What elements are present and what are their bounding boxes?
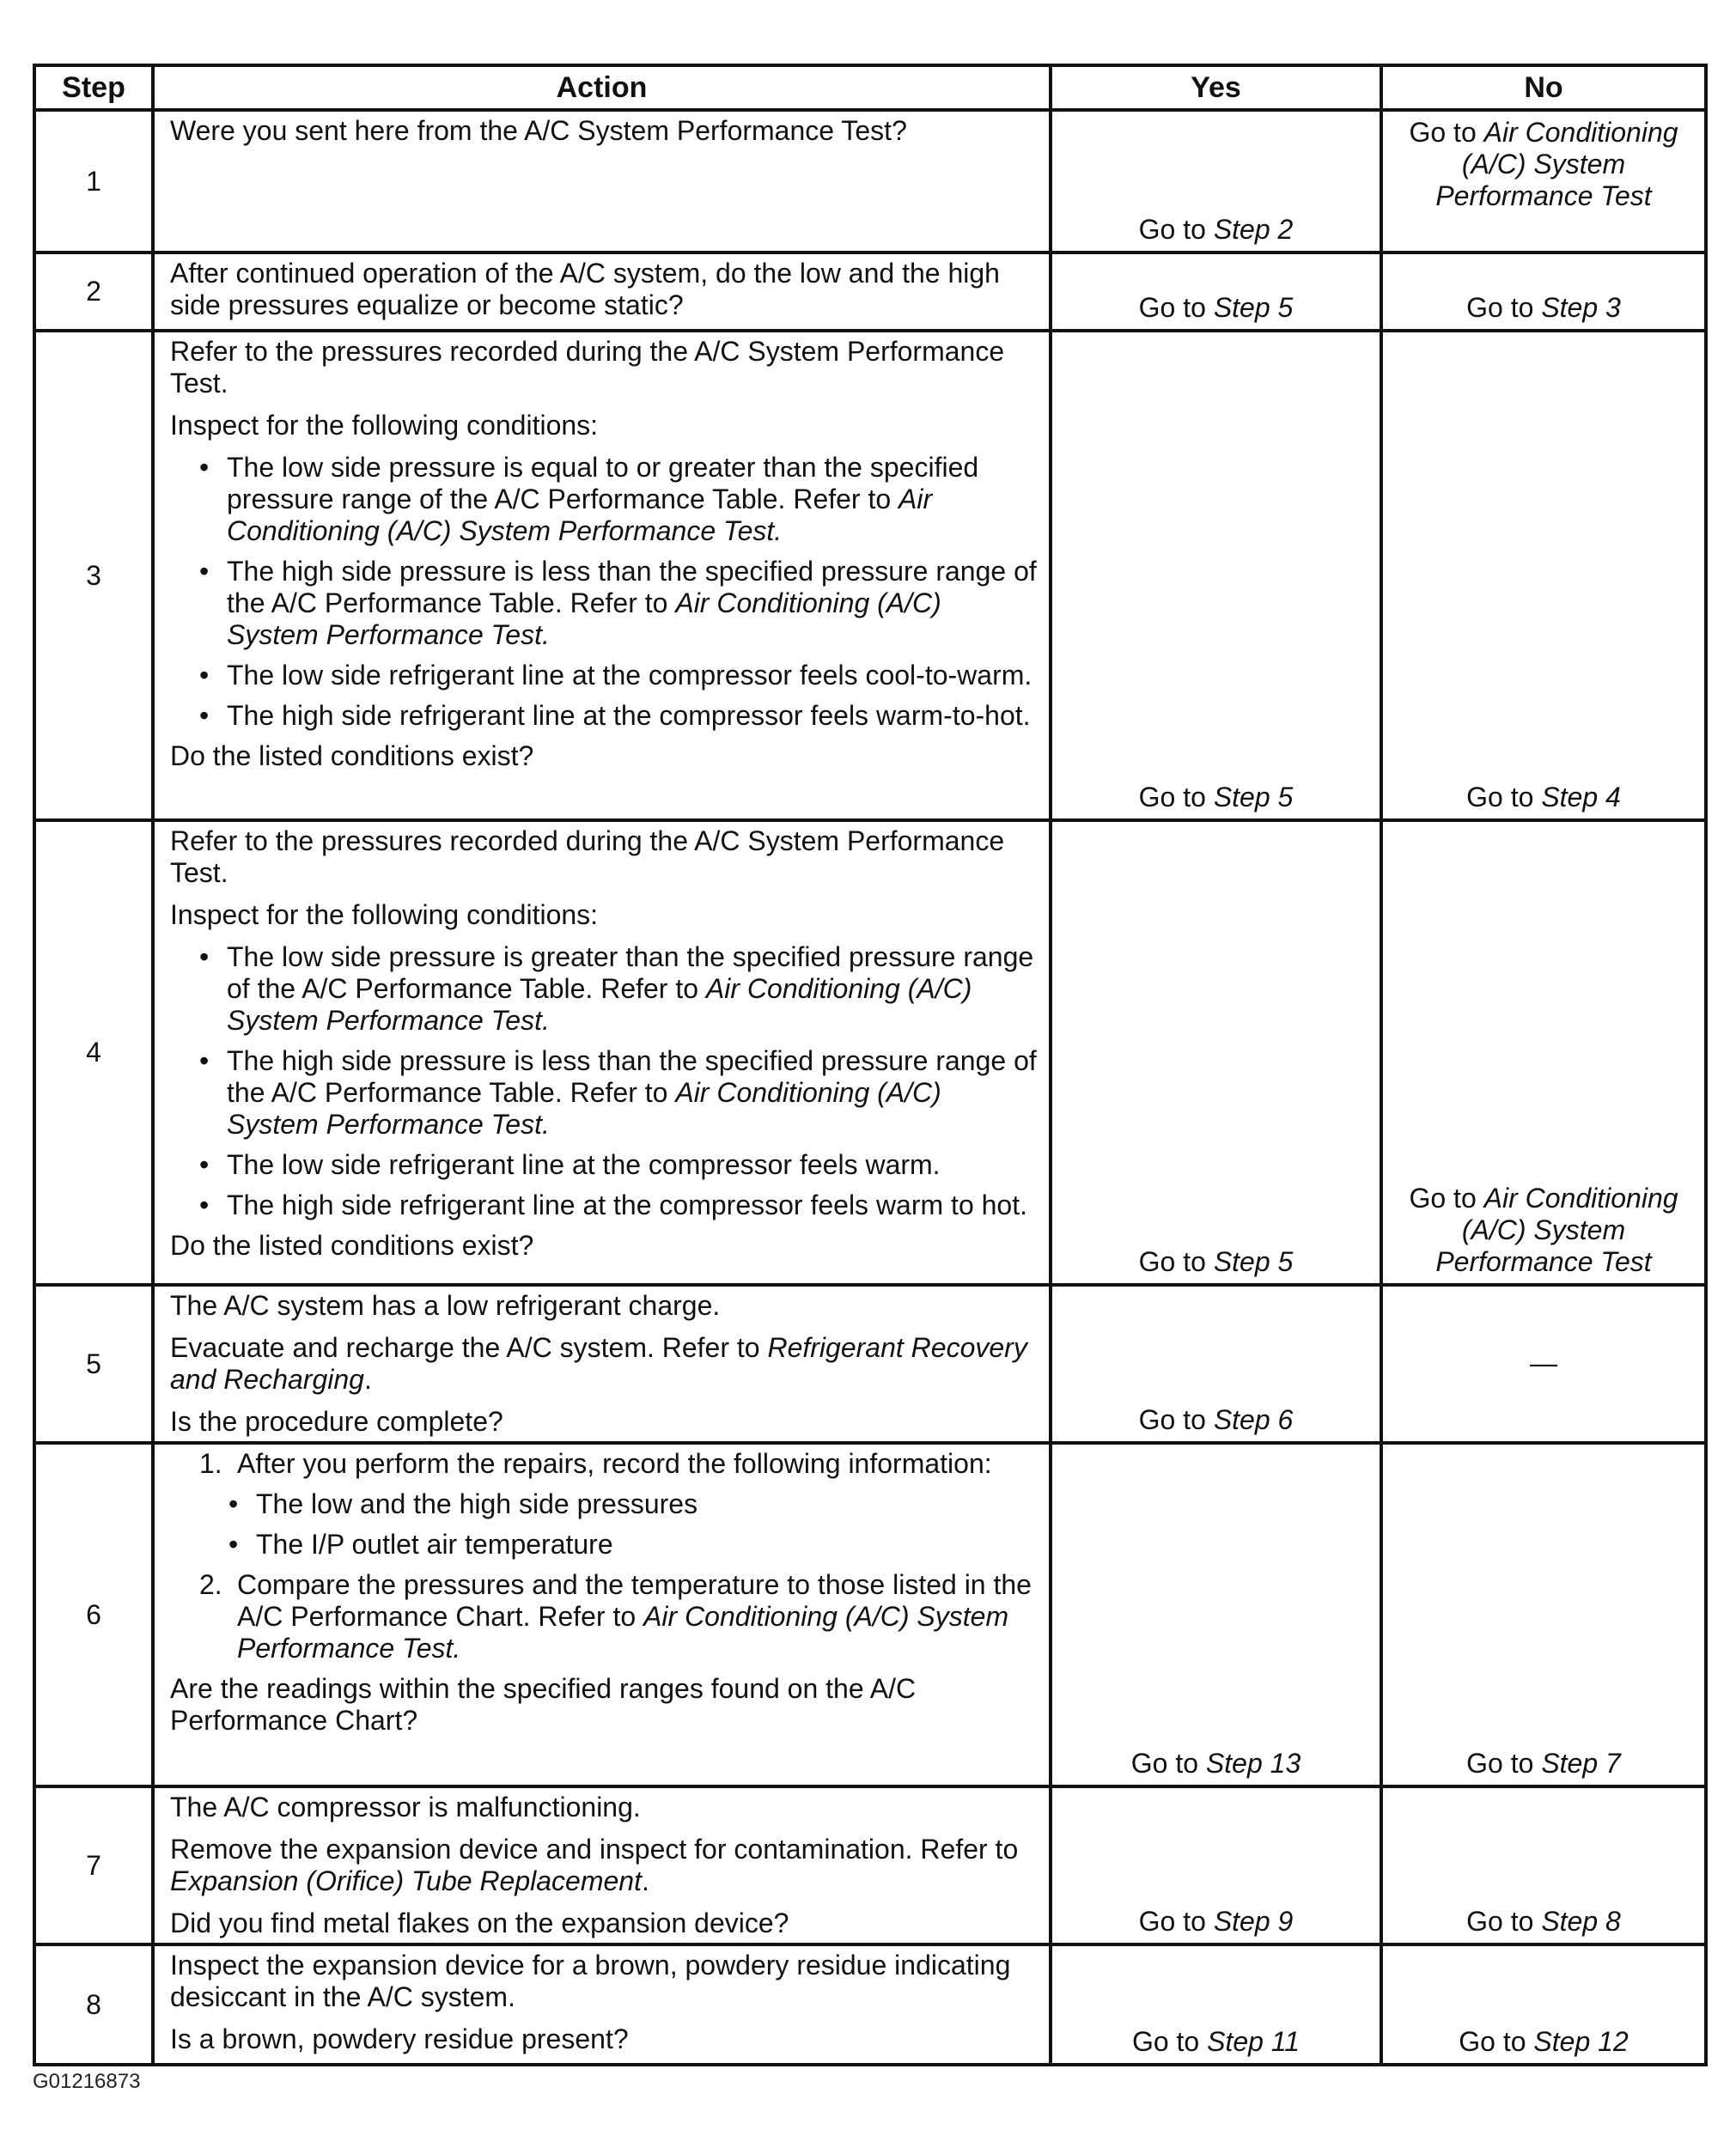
- header-row: [34, 65, 1706, 110]
- action-question: Do the listed conditions exist?: [170, 1230, 534, 1261]
- procedure-number: 1.: [199, 1448, 222, 1479]
- goto-text: Go to: [1138, 1246, 1206, 1277]
- no-cell: [1381, 1285, 1706, 1443]
- step-row-3: [34, 331, 1706, 820]
- goto-text: Go to: [1130, 1748, 1199, 1779]
- no-cell: [1381, 1944, 1706, 2065]
- step-number: 2: [34, 253, 153, 331]
- yes-cell: [1051, 1285, 1381, 1443]
- reference-link[interactable]: Air Conditioning (A/C) System Performance Test.: [227, 587, 941, 650]
- no-cell: [1381, 820, 1706, 1285]
- reference-link[interactable]: Air Conditioning (A/C) System Performance Test.: [227, 1077, 941, 1140]
- yes-cell: [1051, 1944, 1381, 2065]
- action-text: Evacuate and recharge the A/C system. Refer to: [170, 1332, 760, 1363]
- procedure-number: 2.: [199, 1569, 222, 1600]
- goto-text: Go to: [1466, 782, 1534, 812]
- no-link[interactable]: Step 7: [1541, 1748, 1621, 1779]
- reference-link[interactable]: Air Conditioning (A/C) System Performance Test.: [227, 973, 972, 1036]
- condition-list: [170, 941, 1037, 1221]
- action-question: After continued operation of the A/C system, do the low and the high side pressures equalize or become static?: [170, 258, 1000, 320]
- no-cell: [1381, 331, 1706, 820]
- reference-link[interactable]: Expansion (Orifice) Tube Replacement: [170, 1865, 642, 1896]
- action-cell: [153, 110, 1051, 253]
- reference-link[interactable]: Refrigerant Recovery and Recharging: [170, 1332, 1027, 1395]
- header-yes: Yes: [1051, 65, 1381, 110]
- action-paragraph: The A/C system has a low refrigerant charge.: [170, 1290, 721, 1321]
- condition-text: The high side pressure is less than the specified pressure range of the A/C Performance Table. Refer to: [227, 556, 1037, 618]
- figure-code: G01216873: [33, 2070, 141, 2093]
- procedure-item: [170, 1569, 1037, 1664]
- step-row-2: [34, 253, 1706, 331]
- yes-link[interactable]: Step 6: [1213, 1404, 1294, 1435]
- goto-text: Go to: [1138, 1906, 1206, 1937]
- step-row-4: [34, 820, 1706, 1285]
- action-cell: [153, 253, 1051, 331]
- step-number: 5: [34, 1285, 153, 1443]
- step-row-7: [34, 1786, 1706, 1944]
- step-number: 1: [34, 110, 153, 253]
- procedure-subitem: • The I/P outlet air temperature: [199, 1529, 1037, 1561]
- action-question: Do the listed conditions exist?: [170, 740, 534, 771]
- procedure-sublist: [199, 1488, 1037, 1561]
- not-applicable-dash: —: [1530, 1347, 1557, 1378]
- yes-cell: [1051, 1443, 1381, 1786]
- no-link[interactable]: Step 3: [1541, 292, 1621, 323]
- header-step: Step: [34, 65, 153, 110]
- action-cell: [153, 331, 1051, 820]
- header-no: No: [1381, 65, 1706, 110]
- reference-link[interactable]: Air Conditioning (A/C) System Performance Test.: [237, 1601, 1009, 1664]
- action-paragraph: Refer to the pressures recorded during the A/C System Performance Test.: [170, 825, 1005, 888]
- goto-text: Go to: [1138, 782, 1206, 812]
- yes-link[interactable]: Step 5: [1213, 1246, 1294, 1277]
- condition-item: [170, 700, 1037, 732]
- condition-text: The low side pressure is greater than the specified pressure range of the A/C Performance Table. Refer to: [227, 941, 1034, 1004]
- goto-text: Go to: [1466, 1906, 1534, 1937]
- no-cell: [1381, 253, 1706, 331]
- action-paragraph: Remove the expansion device and inspect for contamination. Refer to Expansion (Orifice) Tube Replacement.: [170, 1834, 1019, 1896]
- yes-cell: [1051, 331, 1381, 820]
- action-text: Remove the expansion device and inspect for contamination. Refer to: [170, 1834, 1019, 1865]
- procedure-text: After you perform the repairs, record the following information:: [237, 1448, 992, 1479]
- action-cell: [153, 1944, 1051, 2065]
- condition-item: [170, 1190, 1037, 1221]
- yes-link[interactable]: Step 11: [1207, 2026, 1300, 2057]
- procedure-list: [170, 1448, 1037, 1664]
- step-row-5: [34, 1285, 1706, 1443]
- step-row-6: [34, 1443, 1706, 1786]
- action-question: Were you sent here from the A/C System Performance Test?: [170, 115, 907, 146]
- action-question: Is the procedure complete?: [170, 1406, 503, 1437]
- action-cell: [153, 1285, 1051, 1443]
- procedure-text: Compare the pressures and the temperature to those listed in the A/C Performance Chart. Refer to: [237, 1569, 1032, 1632]
- diagnostic-table: [33, 64, 1708, 2066]
- condition-text: The high side refrigerant line at the compressor feels warm-to-hot.: [227, 700, 1031, 731]
- no-link[interactable]: Air Conditioning (A/C) System Performance Test: [1435, 117, 1678, 211]
- yes-link[interactable]: Step 5: [1213, 292, 1294, 323]
- no-cell: [1381, 1443, 1706, 1786]
- action-paragraph: Inspect the expansion device for a brown, powdery residue indicating desiccant in the A/C system.: [170, 1950, 1011, 2012]
- action-cell: [153, 820, 1051, 1285]
- goto-text: Go to: [1409, 1183, 1477, 1214]
- yes-cell: [1051, 1786, 1381, 1944]
- goto-text: Go to: [1459, 2026, 1526, 2057]
- no-link[interactable]: Step 8: [1541, 1906, 1621, 1937]
- procedure-subitem: • The low and the high side pressures: [199, 1488, 1037, 1520]
- action-paragraph: The A/C compressor is malfunctioning.: [170, 1792, 641, 1822]
- yes-link[interactable]: Step 5: [1213, 782, 1294, 812]
- goto-text: Go to: [1466, 292, 1534, 323]
- step-row-1: [34, 110, 1706, 253]
- goto-text: Go to: [1409, 117, 1477, 148]
- step-number: 7: [34, 1786, 153, 1944]
- action-question: Did you find metal flakes on the expansion device?: [170, 1908, 789, 1938]
- procedure-item: [170, 1448, 1037, 1561]
- step-number: 4: [34, 820, 153, 1285]
- step-number: 6: [34, 1443, 153, 1786]
- condition-item: [170, 1149, 1037, 1181]
- step-number: 3: [34, 331, 153, 820]
- no-cell: [1381, 1786, 1706, 1944]
- goto-text: Go to: [1138, 214, 1206, 245]
- condition-item: [170, 660, 1037, 691]
- yes-link[interactable]: Step 13: [1205, 1748, 1301, 1779]
- condition-item: [170, 941, 1037, 1037]
- condition-text: The low side refrigerant line at the compressor feels cool-to-warm.: [227, 660, 1032, 691]
- no-cell: [1381, 110, 1706, 253]
- yes-cell: [1051, 110, 1381, 253]
- condition-text: The high side refrigerant line at the compressor feels warm to hot.: [227, 1190, 1027, 1220]
- condition-list: [170, 452, 1037, 732]
- yes-cell: [1051, 253, 1381, 331]
- action-cell: [153, 1443, 1051, 1786]
- action-paragraph: Inspect for the following conditions:: [170, 899, 599, 930]
- no-link[interactable]: Step 12: [1533, 2026, 1629, 2057]
- reference-link[interactable]: Air Conditioning (A/C) System Performance Test.: [227, 484, 933, 546]
- yes-link[interactable]: Step 9: [1213, 1906, 1294, 1937]
- condition-text: The low side pressure is equal to or greater than the specified pressure range of the A/C Performance Table. Refer to: [227, 452, 979, 514]
- condition-item: [170, 452, 1037, 547]
- action-paragraph: Evacuate and recharge the A/C system. Refer to Refrigerant Recovery and Recharging.: [170, 1332, 1027, 1395]
- goto-text: Go to: [1138, 292, 1206, 323]
- step-number: 8: [34, 1944, 153, 2065]
- condition-item: [170, 1045, 1037, 1141]
- action-question: Is a brown, powdery residue present?: [170, 2023, 629, 2054]
- step-row-8: [34, 1944, 1706, 2065]
- goto-text: Go to: [1131, 2026, 1200, 2057]
- no-link[interactable]: Air Conditioning (A/C) System Performance Test: [1435, 1183, 1678, 1277]
- condition-item: [170, 556, 1037, 651]
- condition-text: The low side refrigerant line at the compressor feels warm.: [227, 1149, 941, 1180]
- action-question: Are the readings within the specified ranges found on the A/C Performance Chart?: [170, 1673, 917, 1736]
- yes-link[interactable]: Step 2: [1213, 214, 1294, 245]
- condition-text: The high side pressure is less than the specified pressure range of the A/C Performance Table. Refer to: [227, 1045, 1037, 1108]
- goto-text: Go to: [1466, 1748, 1534, 1779]
- action-paragraph: Inspect for the following conditions:: [170, 410, 599, 441]
- yes-cell: [1051, 820, 1381, 1285]
- action-cell: [153, 1786, 1051, 1944]
- header-action: Action: [153, 65, 1051, 110]
- action-paragraph: Refer to the pressures recorded during the A/C System Performance Test.: [170, 336, 1005, 399]
- no-link[interactable]: Step 4: [1541, 782, 1621, 812]
- goto-text: Go to: [1138, 1404, 1206, 1435]
